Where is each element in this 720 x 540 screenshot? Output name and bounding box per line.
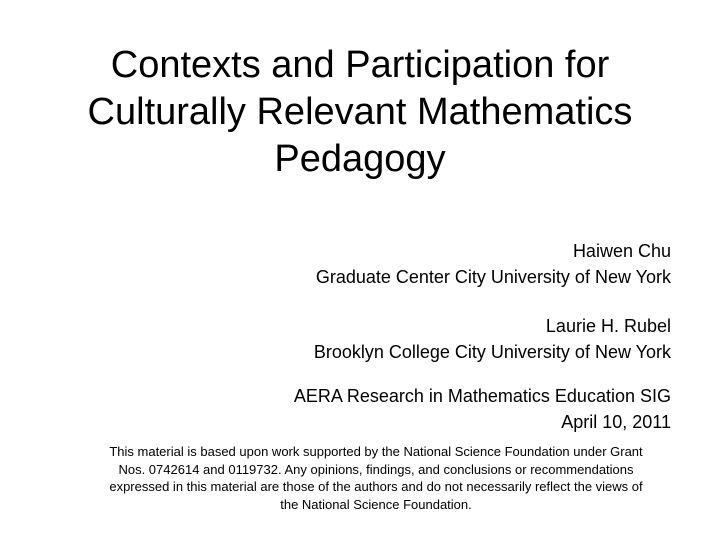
slide-title [40, 42, 680, 183]
author-affiliation: Brooklyn College City University of New York [313, 342, 671, 362]
author-name: Laurie H. Rubel [545, 316, 671, 336]
disclaimer-line: Nos. 0742614 and 0119732. Any opinions, findings, and conclusions or recommendations [118, 461, 634, 477]
author-name: Haiwen Chu [572, 241, 671, 261]
title-line: Contexts and Participation for [110, 44, 610, 86]
disclaimer-line: the National Science Foundation. [280, 496, 472, 512]
title-line: Pedagogy [274, 138, 446, 180]
title-line: Culturally Relevant Mathematics [87, 91, 633, 133]
author-block-chu [111, 238, 671, 290]
event-block [111, 383, 671, 435]
disclaimer-line: expressed in this material are those of the authors and do not necessarily reflect the views of [109, 479, 643, 494]
author-block-rubel [111, 313, 671, 365]
disclaimer-line: This material is based upon work supported by the National Science Foundation under Grant [109, 444, 643, 459]
event-date: April 10, 2011 [561, 412, 671, 432]
author-affiliation: Graduate Center City University of New York [315, 267, 671, 287]
funding-disclaimer [60, 443, 692, 513]
event-name: AERA Research in Mathematics Education SIG [293, 386, 671, 406]
